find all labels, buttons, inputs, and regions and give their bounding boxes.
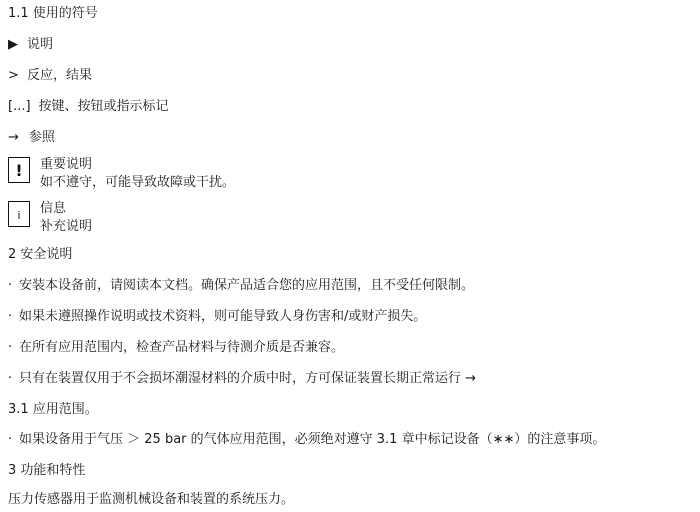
section-heading-symbols: 1.1 使用的符号 bbox=[8, 6, 98, 21]
note-important-title: 重要说明 bbox=[40, 157, 93, 172]
information-icon-glyph: i bbox=[17, 208, 21, 222]
safety-item-3-label: 在所有应用范围内，检查产品材料与待测介质是否兼容。 bbox=[19, 340, 345, 355]
triangle-right-icon: ▶ bbox=[8, 37, 18, 52]
information-icon bbox=[8, 201, 30, 227]
note-information-text bbox=[40, 200, 92, 236]
bullet-icon: · bbox=[8, 309, 13, 324]
brackets-icon: [...] bbox=[8, 99, 31, 114]
bullet-icon: · bbox=[8, 278, 13, 293]
note-important-body: 如不遵守，可能导致故障或干扰。 bbox=[40, 175, 236, 190]
legend-item-reaction bbox=[8, 68, 92, 84]
legend-item-instruction-label: 说明 bbox=[27, 37, 54, 52]
safety-item-3 bbox=[8, 340, 344, 356]
function-description: 压力传感器用于监测机械设备和装置的系统压力。 bbox=[8, 492, 295, 507]
section-heading-application: 3.1 应用范围。 bbox=[8, 402, 98, 417]
application-item-1 bbox=[8, 432, 605, 448]
safety-item-4 bbox=[8, 371, 476, 387]
safety-item-4-label: 只有在装置仅用于不会损坏潮湿材料的介质中时，方可保证装置长期正常运行 → bbox=[19, 371, 477, 386]
section-heading-safety: 2 安全说明 bbox=[8, 247, 73, 262]
note-information-title: 信息 bbox=[40, 201, 67, 216]
application-item-1-label: 如果设备用于气压 ＞ 25 bar 的气体应用范围，必须绝对遵守 3.1 章中标记设备（∗∗）的注意事项。 bbox=[19, 432, 606, 447]
legend-item-keys-label: 按键、按钮或指示标记 bbox=[38, 99, 169, 114]
legend-item-reference-label: 参照 bbox=[28, 130, 55, 145]
safety-item-1 bbox=[8, 278, 474, 294]
bullet-icon: · bbox=[8, 371, 13, 386]
safety-item-2-label: 如果未遵照操作说明或技术资料，则可能导致人身伤害和/或财产损失。 bbox=[19, 309, 427, 324]
section-heading-function: 3 功能和特性 bbox=[8, 463, 86, 478]
safety-item-1-label: 安装本设备前，请阅读本文档。确保产品适合您的应用范围，且不受任何限制。 bbox=[19, 278, 475, 293]
note-important bbox=[8, 156, 235, 192]
note-information bbox=[8, 200, 92, 236]
arrow-right-icon: → bbox=[8, 130, 19, 145]
greater-than-icon: > bbox=[8, 68, 19, 83]
legend-item-reference bbox=[8, 130, 55, 146]
legend-item-reaction-label: 反应，结果 bbox=[27, 68, 93, 83]
exclamation-mark-icon: ! bbox=[8, 157, 30, 183]
note-important-text bbox=[40, 156, 235, 192]
legend-item-instruction bbox=[8, 37, 53, 53]
legend-item-keys bbox=[8, 99, 169, 115]
bullet-icon: · bbox=[8, 432, 13, 447]
note-information-body: 补充说明 bbox=[40, 219, 93, 234]
bullet-icon: · bbox=[8, 340, 13, 355]
safety-item-2 bbox=[8, 309, 426, 325]
